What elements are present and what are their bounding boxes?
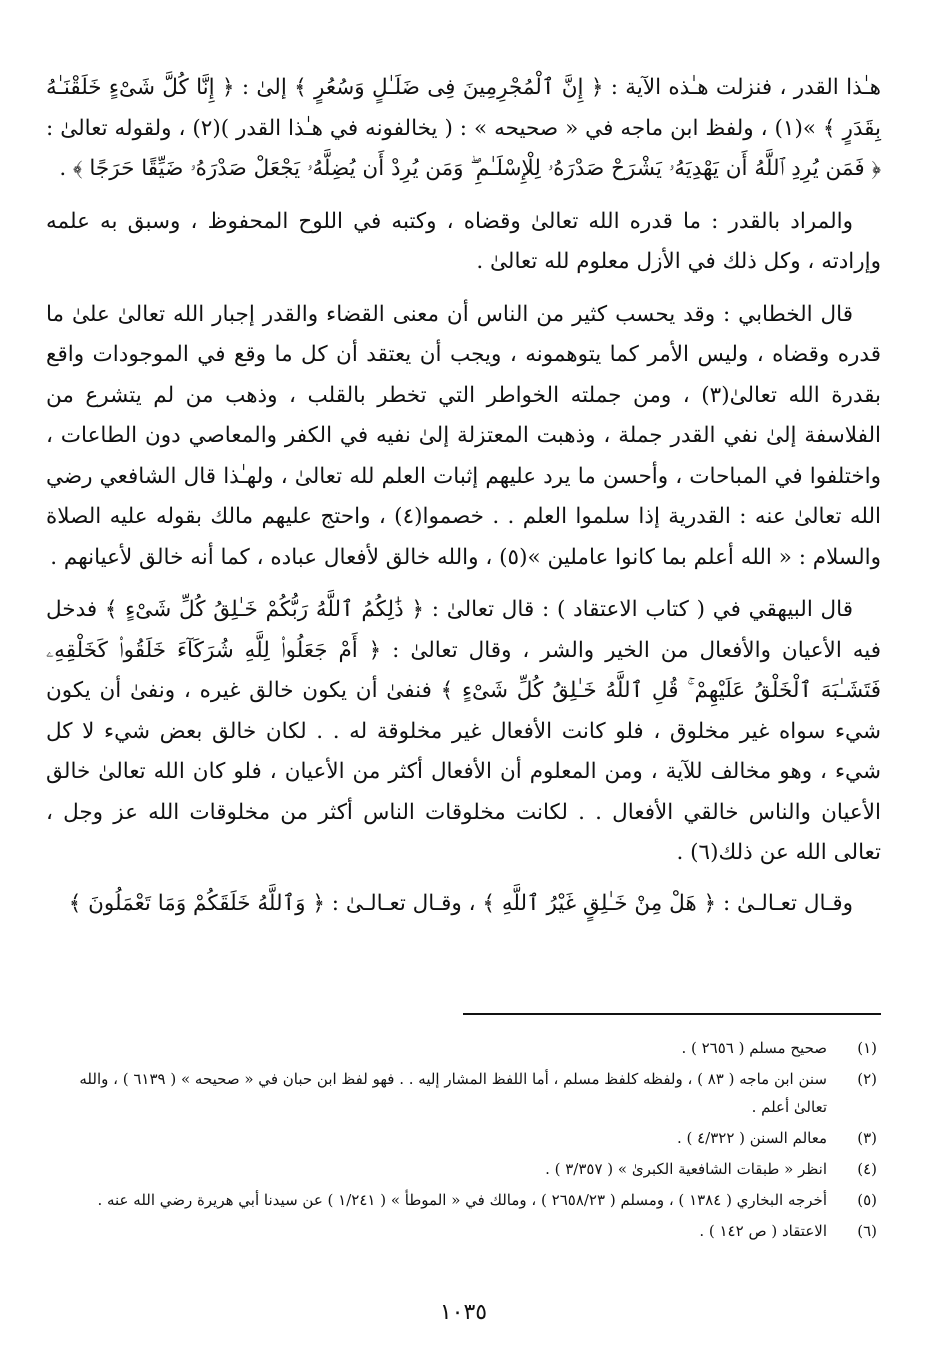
footnote-item	[46, 1124, 881, 1152]
footnote-number: (١)	[857, 1039, 877, 1057]
footnote-item	[46, 1217, 881, 1245]
paragraph-qadar-verses: هـٰذا القدر ، فنزلت هـٰذه الآية : ﴿ إِنَّ ٱلْمُجْرِمِينَ فِى ضَلَـٰلٍ وَسُعُرٍ ﴾ إلىٰ : ﴿ إِنَّا كُلَّ شَىْءٍ خَلَقْنَـٰهُ بِقَدَرٍ ﴾ »(١) ، ولفظ ابن ماجه في « صحيحه » : ( يخالفونه في هـٰذا القدر )(٢) ، ولقوله تعالىٰ : ﴿ فَمَن يُرِدِ ٱللَّهُ أَن يَهْدِيَهُۥ يَشْرَحْ صَدْرَهُۥ لِلْإِسْلَـٰمِ ۖ وَمَن يُرِدْ أَن يُضِلَّهُۥ يَجْعَلْ صَدْرَهُۥ ضَيِّقًا حَرَجًا ﴾ .	[46, 75, 882, 181]
paragraph-closing-verses: وقـال تعـالـىٰ : ﴿ هَلْ مِنْ خَـٰلِقٍ غَيْرُ ٱللَّهِ ﴾ ، وقـال تعـالـىٰ : ﴿ وَٱللَّهُ خَلَقَكُمْ وَمَا تَعْمَلُونَ ﴾	[68, 890, 853, 916]
footnote-text: معالم السنن ( ٤/٣٢٢ ) .	[676, 1129, 827, 1147]
page-number: ١٠٣٥	[439, 1300, 488, 1325]
paragraph-qadar-definition: والمراد بالقدر : ما قدره الله تعالىٰ وقضاه ، وكتبه في اللوح المحفوظ ، وسبق به علمه وإرادته ، وكل ذلك في الأزل معلوم لله تعالىٰ .	[46, 208, 881, 274]
footnote-item	[46, 1155, 881, 1183]
footnote-text: الاعتقاد ( ص ١٤٢ ) .	[699, 1222, 827, 1240]
footnote-text: أخرجه البخاري ( ١٣٨٤ ) ، ومسلم ( ٢٦٥٨/٢٣ ) ، ومالك في « الموطأ » ( ١/٢٤١ ) عن سيدنا أبي هريرة رضي الله عنه .	[97, 1191, 827, 1209]
footnote-item	[46, 1065, 881, 1121]
footnote-number: (٥)	[857, 1191, 877, 1209]
footnote-separator	[463, 1013, 881, 1015]
footnote-item	[46, 1186, 881, 1214]
main-text	[46, 68, 881, 936]
footnote-number: (٦)	[857, 1222, 877, 1240]
footnotes	[46, 1034, 881, 1248]
footnote-number: (٤)	[857, 1160, 877, 1178]
paragraph-khattabi: قال الخطابي : وقد يحسب كثير من الناس أن معنى القضاء والقدر إجبار الله تعالىٰ علىٰ ما قدره وقضاه ، وليس الأمر كما يتوهمونه ، ويجب أن يعتقد أن كل ما وقع في الموجودات واقع بقدرة الله تعالىٰ(٣) ، ومن جملته الخواطر التي تخطر بالقلب ، وذهب من لم يتشرع من الفلاسفة إلىٰ نفي القدر جملة ، وذهبت المعتزلة إلىٰ نفيه في الكفر والمعاصي دون الطاعات ، واختلفوا في المباحات ، وأحسن ما يرد عليهم إثبات العلم لله تعالىٰ ، ولهـٰذا قال الشافعي رضي الله تعالىٰ عنه : القدرية إذا سلموا العلم . . خصموا(٤) ، واحتج عليهم مالك بقوله عليه الصلاة والسلام : « الله أعلم بما كانوا عاملين »(٥) ، والله خالق لأفعال عباده ، كما أنه خالق لأعيانهم .	[46, 301, 881, 570]
footnote-item	[46, 1034, 881, 1062]
footnote-text: انظر « طبقات الشافعية الكبرىٰ » ( ٣/٣٥٧ ) .	[545, 1160, 827, 1178]
footnote-number: (٢)	[857, 1070, 877, 1088]
footnote-text: صحيح مسلم ( ٢٦٥٦ ) .	[681, 1039, 827, 1057]
paragraph-bayhaqi: قال البيهقي في ( كتاب الاعتقاد ) : قال تعالىٰ : ﴿ ذَٰلِكُمُ ٱللَّهُ رَبُّكُمْ خَـٰلِقُ كُلِّ شَىْءٍ ﴾ فدخل فيه الأعيان والأفعال من الخير والشر ، وقال تعالىٰ : ﴿ أَمْ جَعَلُوا۟ لِلَّهِ شُرَكَآءَ خَلَقُوا۟ كَخَلْقِهِۦ فَتَشَـٰبَهَ ٱلْخَلْقُ عَلَيْهِمْ ۚ قُلِ ٱللَّهُ خَـٰلِقُ كُلِّ شَىْءٍ ﴾ فنفىٰ أن يكون خالق غيره ، ونفىٰ أن يكون شيء سواه غير مخلوق ، فلو كانت الأفعال غير مخلوقة له . . لكان خالق بعض شيء لا كل شيء ، وهو مخالف للآية ، ومن المعلوم أن الأفعال أكثر من الأعيان ، فلو كان الله تعالىٰ خالق الأعيان والناس خالقي الأفعال . . لكانت مخلوقات الناس أكثر من مخلوقات الله عز وجل ، تعالى الله عن ذلك(٦) .	[46, 597, 881, 865]
footnote-text: سنن ابن ماجه ( ٨٣ ) ، ولفظه كلفظ مسلم ، أما اللفظ المشار إليه . . فهو لفظ ابن حبان في « صحيحه » ( ٦١٣٩ ) ، والله تعالىٰ أعلم .	[79, 1070, 827, 1116]
footnote-number: (٣)	[857, 1129, 877, 1147]
